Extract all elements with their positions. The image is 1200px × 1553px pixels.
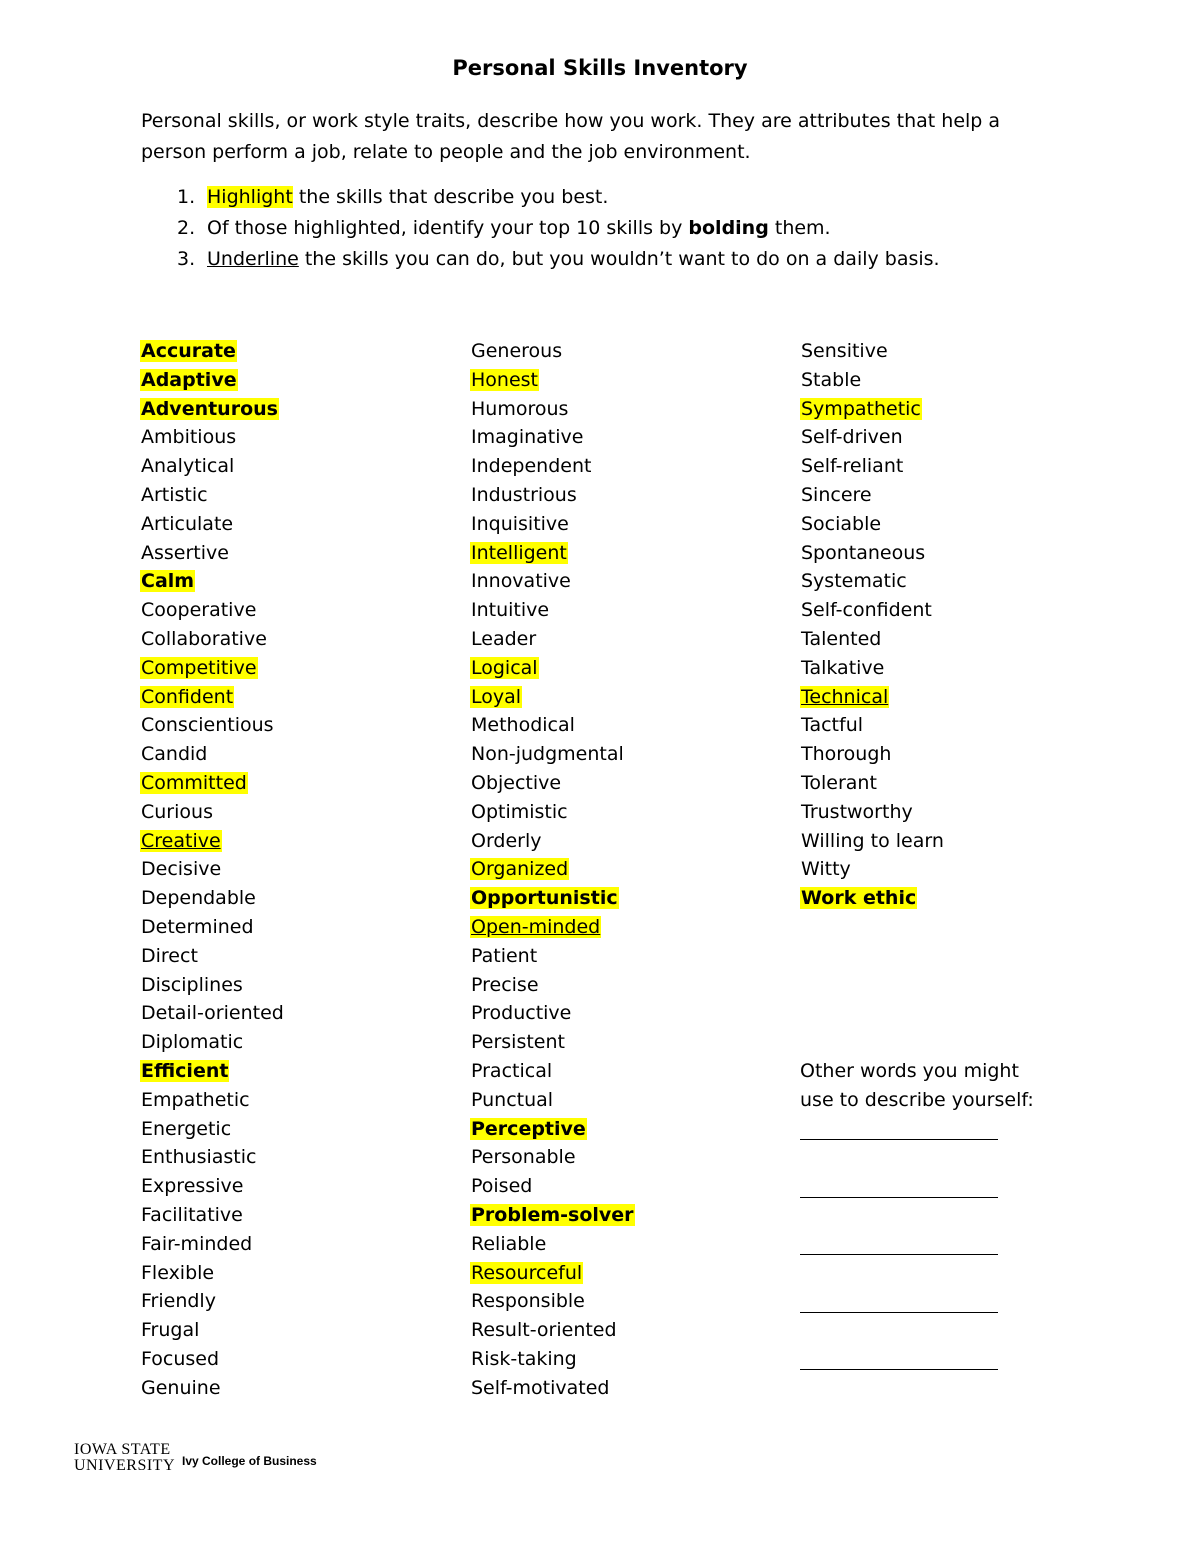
step-number: 1. — [177, 186, 196, 208]
skill-label: Calm — [141, 570, 195, 593]
skill-label: Methodical — [471, 714, 575, 737]
skill-label: Thorough — [801, 743, 892, 766]
skill-label: Opportunistic — [471, 887, 618, 910]
skill-label: Objective — [471, 771, 562, 794]
skill-item — [470, 971, 635, 1000]
other-words-line-2: use to describe yourself: — [800, 1088, 1034, 1111]
skill-label: Precise — [471, 973, 539, 996]
skill-item — [470, 1172, 635, 1201]
skill-label: Sympathetic — [801, 397, 921, 420]
skill-item — [470, 913, 635, 942]
skill-item — [140, 769, 285, 798]
skill-label: Innovative — [471, 570, 571, 593]
skill-item — [140, 452, 285, 481]
skill-label: Logical — [471, 656, 538, 679]
skill-item — [470, 740, 635, 769]
blank-write-line — [800, 1255, 998, 1313]
skill-item — [800, 711, 945, 740]
skill-item — [470, 366, 635, 395]
skill-item — [800, 654, 945, 683]
skill-item — [800, 337, 945, 366]
skill-item — [470, 798, 635, 827]
skill-label: Disciplines — [141, 973, 243, 996]
skill-label: Ambitious — [141, 426, 237, 449]
university-logo — [74, 1442, 175, 1474]
step-text: the skills that describe you best. — [292, 186, 609, 208]
step-number: 3. — [177, 248, 196, 270]
skill-item — [470, 654, 635, 683]
skill-label: Orderly — [471, 829, 542, 852]
skill-item — [140, 683, 285, 712]
skill-label: Optimistic — [471, 800, 568, 823]
skill-label: Fair-minded — [141, 1232, 253, 1255]
skill-item — [140, 827, 285, 856]
skill-label: Friendly — [141, 1290, 216, 1313]
skill-item — [800, 798, 945, 827]
skill-label: Flexible — [141, 1261, 215, 1284]
skill-label: Loyal — [471, 685, 522, 708]
skill-item — [470, 884, 635, 913]
skill-item — [470, 625, 635, 654]
skill-item — [800, 625, 945, 654]
logo-line-2: UNIVERSITY — [74, 1457, 175, 1474]
step-keyword-highlight: Highlight — [207, 186, 293, 208]
skill-label: Sociable — [801, 512, 882, 535]
skill-item — [800, 395, 945, 424]
logo-line-1: IOWA STATE — [74, 1441, 171, 1458]
blank-write-line — [800, 1140, 998, 1198]
skill-label: Focused — [141, 1347, 220, 1370]
skill-label: Collaborative — [141, 627, 267, 650]
blank-write-line — [800, 1120, 998, 1140]
skill-item — [140, 1316, 285, 1345]
skill-label: Honest — [471, 368, 538, 391]
skill-item — [800, 567, 945, 596]
skill-item — [470, 942, 635, 971]
skill-label: Expressive — [141, 1175, 244, 1198]
skill-label: Spontaneous — [801, 541, 926, 564]
skill-label: Sincere — [801, 483, 872, 506]
skill-label: Imaginative — [471, 426, 584, 449]
blank-lines — [800, 1120, 998, 1370]
skill-item — [800, 481, 945, 510]
skill-label: Trustworthy — [801, 800, 913, 823]
skill-item — [140, 1057, 285, 1086]
skill-label: Articulate — [141, 512, 234, 535]
skill-item — [470, 1230, 635, 1259]
skill-label: Curious — [141, 800, 213, 823]
skill-label: Candid — [141, 743, 208, 766]
blank-write-line — [800, 1198, 998, 1256]
step-keyword-underline: Underline — [207, 248, 299, 270]
skill-label: Self-driven — [801, 426, 903, 449]
skill-label: Conscientious — [141, 714, 274, 737]
blank-write-line — [800, 1313, 998, 1371]
intro-paragraph: Personal skills, or work style traits, describe how you work. They are attributes that help a person perform a job, relate to people and the job environment. — [141, 110, 1001, 163]
skill-item — [470, 337, 635, 366]
skill-item — [470, 452, 635, 481]
skill-label: Leader — [471, 627, 537, 650]
skill-label: Generous — [471, 340, 563, 362]
skill-label: Systematic — [801, 570, 907, 593]
skill-label: Analytical — [141, 455, 235, 478]
skill-item — [470, 1143, 635, 1172]
skill-label: Decisive — [141, 858, 222, 881]
skill-item — [470, 769, 635, 798]
skill-item — [140, 1230, 285, 1259]
skill-label: Tolerant — [801, 771, 877, 794]
skill-item — [800, 769, 945, 798]
skill-item — [470, 481, 635, 510]
skill-item — [470, 510, 635, 539]
skill-label: Adventurous — [141, 397, 278, 420]
skill-item — [800, 855, 945, 884]
skill-label: Assertive — [141, 541, 229, 564]
skill-label: Problem-solver — [471, 1203, 634, 1226]
skill-label: Cooperative — [141, 599, 257, 622]
skill-item — [470, 567, 635, 596]
skill-item — [470, 999, 635, 1028]
skill-label: Humorous — [471, 397, 569, 420]
skill-label: Work ethic — [801, 887, 917, 910]
skills-column-1 — [140, 337, 285, 1402]
skill-label: Willing to learn — [801, 829, 944, 852]
skill-item — [140, 423, 285, 452]
skill-label: Intuitive — [471, 599, 550, 622]
skill-label: Perceptive — [471, 1117, 586, 1140]
skill-item — [470, 683, 635, 712]
skill-label: Independent — [471, 455, 592, 478]
skill-item — [800, 683, 945, 712]
skill-label: Empathetic — [141, 1088, 250, 1111]
skill-item — [470, 1028, 635, 1057]
skill-label: Intelligent — [471, 541, 567, 564]
skill-item — [800, 452, 945, 481]
skill-item — [470, 1345, 635, 1374]
skill-label: Talented — [801, 627, 882, 650]
skill-item — [140, 1345, 285, 1374]
skill-label: Enthusiastic — [141, 1146, 257, 1169]
skill-item — [470, 1316, 635, 1345]
skill-item — [800, 740, 945, 769]
skill-label: Direct — [141, 944, 198, 967]
instruction-step-3 — [177, 244, 940, 275]
skill-label: Facilitative — [141, 1203, 243, 1226]
other-words-line-1: Other words you might — [800, 1060, 1019, 1082]
skill-label: Efficient — [141, 1059, 229, 1082]
skill-item — [800, 596, 945, 625]
skill-label: Result-oriented — [471, 1319, 617, 1342]
college-name: Ivy College of Business — [182, 1454, 317, 1468]
skill-label: Personable — [471, 1146, 576, 1169]
skill-item — [140, 567, 285, 596]
skill-item — [140, 855, 285, 884]
skill-label: Reliable — [471, 1232, 547, 1255]
skill-item — [140, 798, 285, 827]
skill-label: Patient — [471, 944, 538, 967]
step-text: them. — [768, 217, 831, 239]
skill-label: Stable — [801, 368, 862, 391]
skill-item — [140, 1028, 285, 1057]
skill-item — [140, 596, 285, 625]
skill-item — [140, 395, 285, 424]
skill-label: Confident — [141, 685, 234, 708]
skill-item — [800, 366, 945, 395]
skill-item — [140, 971, 285, 1000]
skill-item — [140, 1143, 285, 1172]
skill-item — [800, 827, 945, 856]
skill-item — [470, 395, 635, 424]
skill-label: Sensitive — [801, 340, 888, 362]
skill-label: Technical — [801, 685, 889, 708]
skill-item — [140, 884, 285, 913]
skill-item — [140, 942, 285, 971]
skill-item — [140, 711, 285, 740]
skill-item — [470, 423, 635, 452]
skill-label: Artistic — [141, 483, 208, 506]
skill-item — [800, 539, 945, 568]
skill-item — [470, 1201, 635, 1230]
skill-label: Detail-oriented — [141, 1002, 284, 1025]
skill-label: Inquisitive — [471, 512, 569, 535]
skill-label: Persistent — [471, 1031, 565, 1054]
skill-label: Accurate — [141, 340, 236, 362]
skills-column-2 — [470, 337, 635, 1402]
instruction-step-1 — [177, 182, 940, 213]
skill-item — [140, 1374, 285, 1403]
page-title: Personal Skills Inventory — [452, 56, 748, 80]
skill-label: Frugal — [141, 1319, 200, 1342]
skill-item — [140, 1086, 285, 1115]
skill-label: Competitive — [141, 656, 257, 679]
skill-item — [140, 654, 285, 683]
skill-item — [140, 481, 285, 510]
skill-label: Energetic — [141, 1117, 232, 1140]
skill-label: Genuine — [141, 1376, 221, 1399]
skill-label: Talkative — [801, 656, 885, 679]
skill-item — [140, 539, 285, 568]
skill-item — [800, 423, 945, 452]
skill-label: Self-motivated — [471, 1376, 610, 1399]
skill-item — [140, 999, 285, 1028]
skill-label: Dependable — [141, 887, 256, 910]
step-keyword-bold: bolding — [688, 217, 769, 239]
other-words-prompt — [800, 1057, 1034, 1115]
skill-item — [470, 1086, 635, 1115]
skill-label: Poised — [471, 1175, 533, 1198]
skill-label: Practical — [471, 1059, 553, 1082]
skill-label: Open-minded — [471, 915, 601, 938]
skill-label: Tactful — [801, 714, 864, 737]
skill-label: Self-reliant — [801, 455, 904, 478]
skill-item — [140, 1172, 285, 1201]
skill-label: Non-judgmental — [471, 743, 624, 766]
skill-item — [470, 539, 635, 568]
skill-item — [140, 1287, 285, 1316]
skill-item — [470, 827, 635, 856]
skill-item — [140, 625, 285, 654]
skill-label: Resourceful — [471, 1261, 583, 1284]
skill-item — [470, 1259, 635, 1288]
skill-item — [470, 1287, 635, 1316]
skill-label: Creative — [141, 829, 221, 852]
skill-item — [140, 337, 285, 366]
skill-item — [470, 1115, 635, 1144]
skill-label: Diplomatic — [141, 1031, 244, 1054]
skill-item — [140, 1201, 285, 1230]
skill-item — [800, 510, 945, 539]
skill-label: Witty — [801, 858, 851, 881]
skill-item — [140, 510, 285, 539]
skill-label: Productive — [471, 1002, 572, 1025]
instruction-list — [177, 182, 940, 275]
skill-label: Responsible — [471, 1290, 585, 1313]
skill-label: Self-confident — [801, 599, 932, 622]
skill-item — [470, 1057, 635, 1086]
skill-item — [140, 1259, 285, 1288]
skill-item — [140, 740, 285, 769]
instruction-step-2 — [177, 213, 940, 244]
skill-item — [800, 884, 945, 913]
skill-item — [140, 366, 285, 395]
skill-label: Determined — [141, 915, 254, 938]
skill-item — [140, 913, 285, 942]
skill-label: Organized — [471, 858, 569, 881]
skill-label: Adaptive — [141, 368, 237, 391]
step-text: the skills you can do, but you wouldn’t want to do on a daily basis. — [298, 248, 940, 270]
skill-item — [140, 1115, 285, 1144]
skill-item — [470, 1374, 635, 1403]
skill-label: Committed — [141, 771, 247, 794]
skill-label: Industrious — [471, 483, 577, 506]
skill-item — [470, 711, 635, 740]
skill-item — [470, 855, 635, 884]
step-text-pre: Of those highlighted, identify your top 10 skills by — [207, 217, 689, 239]
skill-label: Risk-taking — [471, 1347, 577, 1370]
skill-item — [470, 596, 635, 625]
skills-column-3 — [800, 337, 945, 913]
skill-label: Punctual — [471, 1088, 554, 1111]
step-number: 2. — [177, 217, 196, 239]
